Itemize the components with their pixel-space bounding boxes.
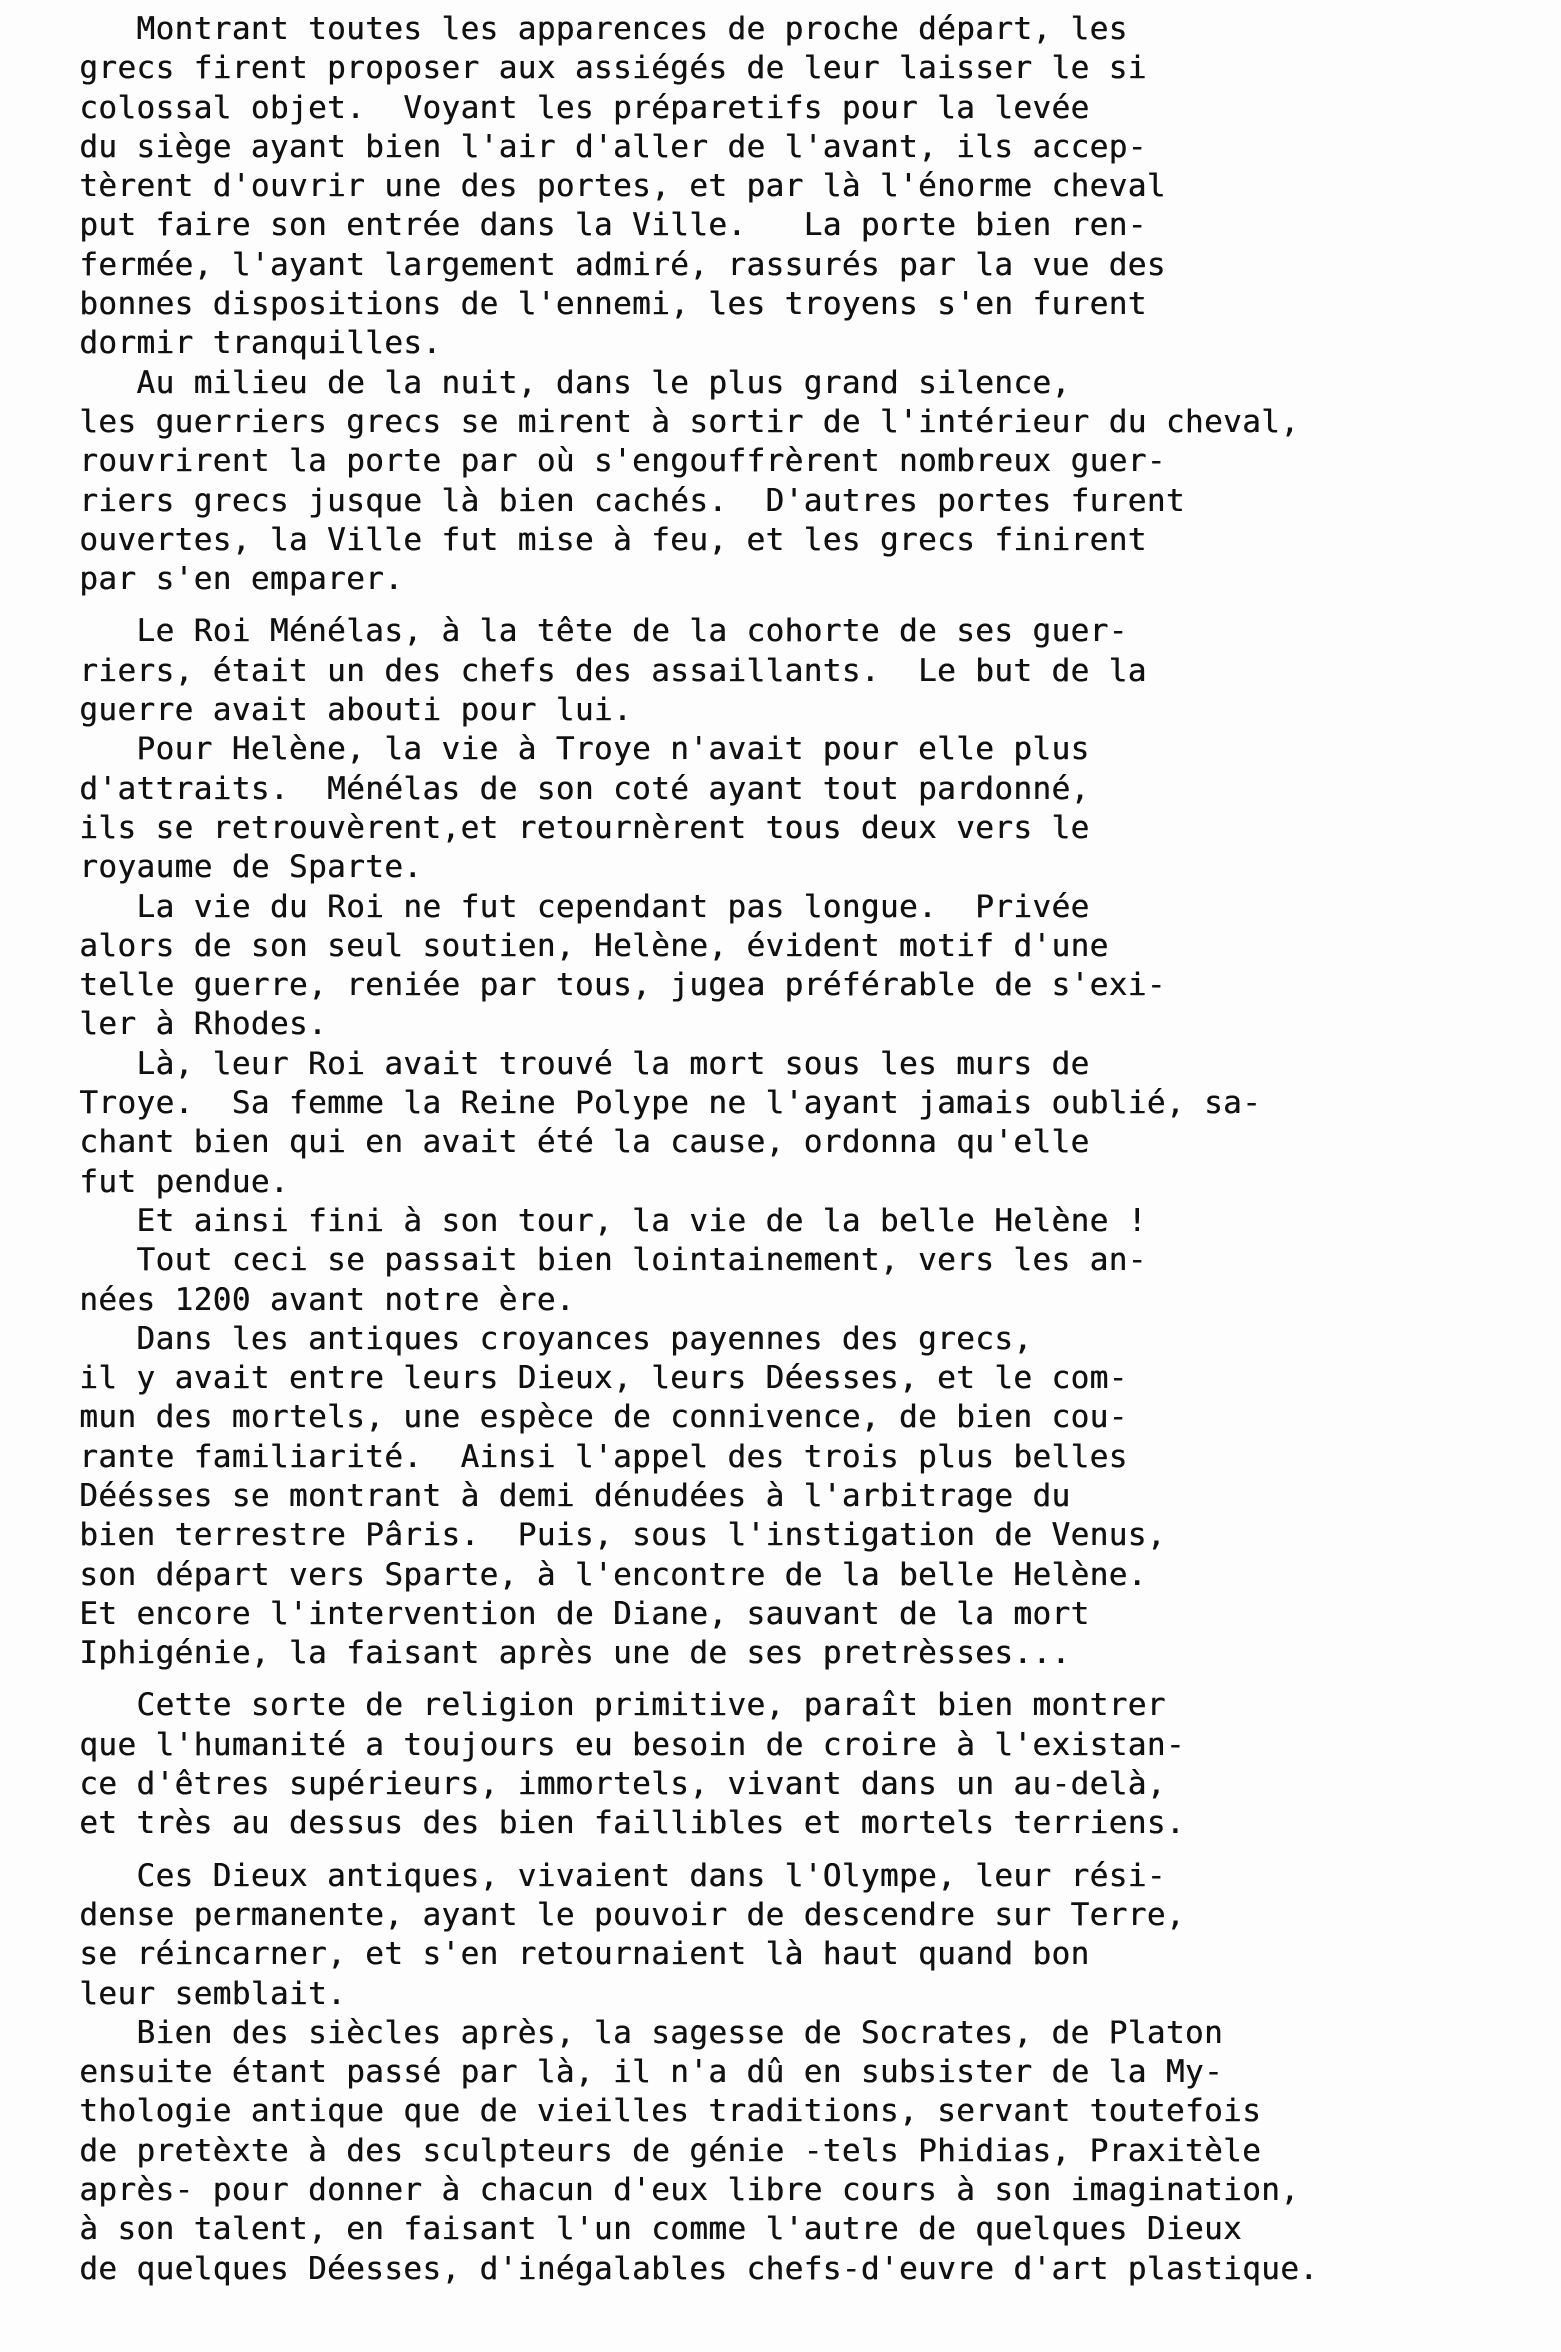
- text-line: de pretèxte à des sculpteurs de génie -tels Phidias, Praxitèle: [22, 2132, 1262, 2169]
- text-line: riers, était un des chefs des assaillants. Le but de la: [22, 652, 1147, 689]
- text-line: telle guerre, reniée par tous, jugea préférable de s'exi-: [22, 967, 1166, 1004]
- document-text: [22, 10, 1552, 2289]
- text-line: fermée, l'ayant largement admiré, rassurés par la vue des: [22, 246, 1166, 283]
- text-line: de quelques Déesses, d'inégalables chefs-d'euvre d'art plastique.: [22, 2250, 1319, 2287]
- text-line: put faire son entrée dans la Ville. La porte bien ren-: [22, 207, 1147, 244]
- text-line: après- pour donner à chacun d'eux libre cours à son imagination,: [22, 2172, 1300, 2209]
- text-line: Et ainsi fini à son tour, la vie de la belle Helène !: [22, 1202, 1147, 1239]
- text-line: mun des mortels, une espèce de connivence, de bien cou-: [22, 1399, 1128, 1436]
- text-line: d'attraits. Ménélas de son coté ayant tout pardonné,: [22, 770, 1090, 807]
- text-line: Là, leur Roi avait trouvé la mort sous les murs de: [22, 1045, 1090, 1082]
- text-line: rouvrirent la porte par où s'engouffrèrent nombreux guer-: [22, 443, 1166, 480]
- text-line: guerre avait abouti pour lui.: [22, 692, 633, 729]
- text-line: Déésses se montrant à demi dénudées à l'arbitrage du: [22, 1477, 1071, 1514]
- text-line: Tout ceci se passait bien lointainement, vers les an-: [22, 1242, 1147, 1279]
- text-line: ensuite étant passé par là, il n'a dû en subsister de la My-: [22, 2054, 1224, 2091]
- text-line: Pour Helène, la vie à Troye n'avait pour elle plus: [22, 731, 1090, 768]
- text-line: colossal objet. Voyant les préparetifs pour la levée: [22, 89, 1090, 126]
- paragraph-gap: [22, 1673, 1552, 1686]
- text-line: bien terrestre Pâris. Puis, sous l'instigation de Venus,: [22, 1517, 1166, 1554]
- paragraph-gap: [22, 1844, 1552, 1857]
- text-line: Dans les antiques croyances payennes des grecs,: [22, 1320, 1033, 1357]
- text-line: à son talent, en faisant l'un comme l'autre de quelques Dieux: [22, 2211, 1243, 2248]
- text-line: du siège ayant bien l'air d'aller de l'avant, ils accep-: [22, 128, 1147, 165]
- text-line: ouvertes, la Ville fut mise à feu, et les grecs finirent: [22, 521, 1147, 558]
- text-line: Et encore l'intervention de Diane, sauvant de la mort: [22, 1595, 1090, 1632]
- text-line: dense permanente, ayant le pouvoir de descendre sur Terre,: [22, 1896, 1185, 1933]
- text-line: Troye. Sa femme la Reine Polype ne l'ayant jamais oublié, sa-: [22, 1085, 1262, 1122]
- text-line: les guerriers grecs se mirent à sortir de l'intérieur du cheval,: [22, 403, 1300, 440]
- text-line: son départ vers Sparte, à l'encontre de la belle Helène.: [22, 1556, 1147, 1593]
- text-line: nées 1200 avant notre ère.: [22, 1281, 575, 1318]
- text-line: alors de son seul soutien, Helène, évident motif d'une: [22, 927, 1109, 964]
- text-line: Bien des siècles après, la sagesse de Socrates, de Platon: [22, 2014, 1224, 2051]
- text-line: ler à Rhodes.: [22, 1006, 328, 1043]
- text-line: tèrent d'ouvrir une des portes, et par là l'énorme cheval: [22, 168, 1166, 205]
- text-line: grecs firent proposer aux assiégés de leur laisser le si: [22, 50, 1147, 87]
- text-line: thologie antique que de vieilles traditions, servant toutefois: [22, 2093, 1262, 2130]
- paragraph-gap: [22, 599, 1552, 612]
- text-line: que l'humanité a toujours eu besoin de croire à l'existan-: [22, 1726, 1185, 1763]
- text-line: ce d'êtres supérieurs, immortels, vivant dans un au-delà,: [22, 1766, 1166, 1803]
- text-line: se réincarner, et s'en retournaient là haut quand bon: [22, 1936, 1090, 1973]
- text-line: La vie du Roi ne fut cependant pas longue. Privée: [22, 888, 1090, 925]
- text-line: et très au dessus des bien faillibles et mortels terriens.: [22, 1805, 1185, 1842]
- text-line: fut pendue.: [22, 1163, 289, 1200]
- text-line: dormir tranquilles.: [22, 325, 442, 362]
- text-line: Le Roi Ménélas, à la tête de la cohorte de ses guer-: [22, 613, 1128, 650]
- text-line: bonnes dispositions de l'ennemi, les troyens s'en furent: [22, 286, 1147, 323]
- text-line: royaume de Sparte.: [22, 849, 423, 886]
- text-line: rante familiarité. Ainsi l'appel des trois plus belles: [22, 1438, 1128, 1475]
- text-line: Iphigénie, la faisant après une de ses pretrèsses...: [22, 1635, 1071, 1672]
- text-line: par s'en emparer.: [22, 561, 404, 598]
- text-line: leur semblait.: [22, 1975, 347, 2012]
- text-line: Au milieu de la nuit, dans le plus grand silence,: [22, 364, 1071, 401]
- text-line: il y avait entre leurs Dieux, leurs Déesses, et le com-: [22, 1360, 1128, 1397]
- text-line: ils se retrouvèrent,et retournèrent tous deux vers le: [22, 809, 1090, 846]
- text-line: chant bien qui en avait été la cause, ordonna qu'elle: [22, 1124, 1090, 1161]
- text-line: Ces Dieux antiques, vivaient dans l'Olympe, leur rési-: [22, 1857, 1166, 1894]
- text-line: Montrant toutes les apparences de proche départ, les: [22, 11, 1128, 47]
- text-line: riers grecs jusque là bien cachés. D'autres portes furent: [22, 482, 1185, 519]
- text-line: Cette sorte de religion primitive, paraît bien montrer: [22, 1687, 1166, 1724]
